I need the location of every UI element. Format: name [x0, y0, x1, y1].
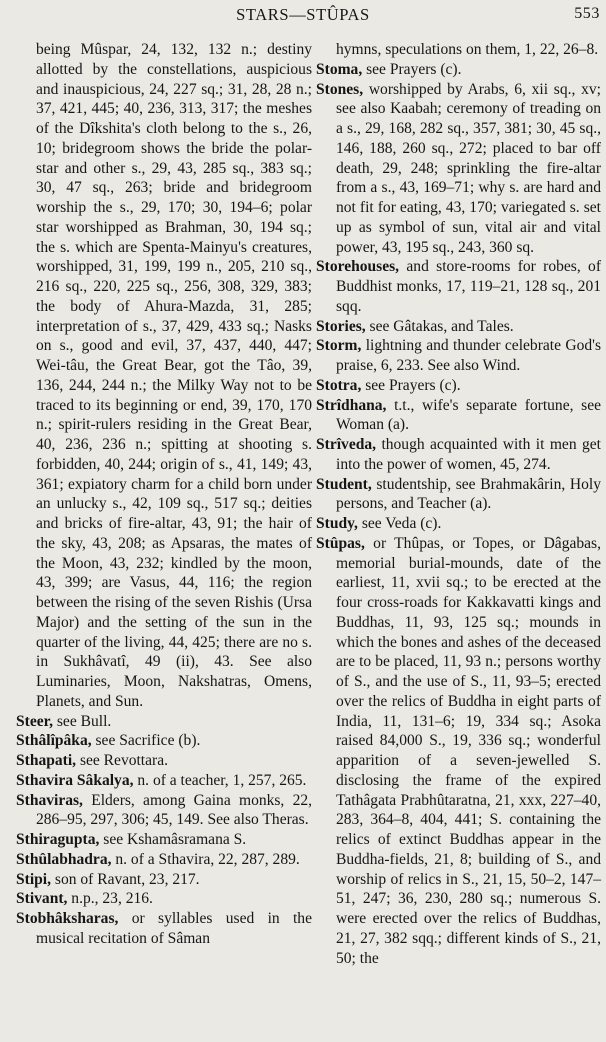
entry-headword: Stones,	[316, 80, 364, 98]
entry-text: see Veda (c).	[361, 515, 442, 532]
entry-headword: Strîveda,	[316, 436, 377, 453]
entry-text: t.t., wife's separate fortune, see Woman (a).	[336, 396, 601, 434]
right-column	[316, 40, 601, 968]
entry-text: see Prayers (c).	[365, 376, 461, 394]
entry-headword: Sthaviras,	[16, 791, 83, 809]
entry-text: see Bull.	[56, 712, 112, 730]
index-entry	[316, 60, 601, 80]
entry-text: n. of a teacher, 1, 257, 265.	[137, 771, 307, 789]
entry-headword: Storehouses,	[316, 258, 400, 276]
index-entry	[316, 376, 601, 396]
index-entry	[316, 475, 601, 515]
index-entry	[316, 317, 601, 337]
index-entry	[316, 514, 601, 534]
running-header	[0, 3, 606, 29]
entry-text: hymns, speculations on them, 1, 22, 26–8.	[336, 41, 599, 58]
running-title: STARS—STÛPAS	[236, 5, 370, 24]
index-entry	[316, 336, 601, 376]
entry-headword: Storm,	[316, 337, 362, 355]
entry-text: see Gâtakas, and Tales.	[369, 317, 514, 335]
index-entry	[316, 40, 601, 60]
index-entry	[16, 870, 312, 890]
entry-text: see Sacrifice (b).	[95, 732, 201, 750]
entry-headword: Study,	[316, 515, 358, 532]
index-entry	[16, 751, 312, 771]
entry-text: and store-rooms for robes, of Buddhist monks, 17, 119–21, 128 sq., 201 sqq.	[336, 258, 601, 315]
entry-text: though acquainted with it men get into the power of women, 45, 274.	[336, 436, 601, 473]
entry-text: see Kshamâsramana S.	[103, 831, 247, 848]
index-entry	[16, 712, 312, 732]
entry-text: or Thûpas, or Topes, or Dâgabas, memorial burial-mounds, date of the earliest, 11, xvii sq.; to be erected at the four cross-roads for Kakkavatti kings and Buddhas, 11, 93, 125 sq.; mounds in which the bones and ashes of the deceased are to be placed, 11, 93 n.; persons worthy of S., and the use of S., 11, 93–5; erected over the relics of Buddha in eight parts of India, 11, 131–6; 19, 334 sq.; Asoka raised 84,000 S., 19, 336 sq.; wonderful apparition of a seven-jewelled S. disclosing the frame of the expired Tathâgata Prabhûtaratna, 21, xxx, 227–40, 283, 364–8, 404, 441; S. containing the relics of extinct Buddhas appear in the Buddha-fields, 21, 8; building of S., and worship of relics in S., 21, 15, 50–2, 147–51, 247; 36, 230, 280 sq.; numerous S. were erected over the relics of Buddhas, 21, 27, 382 sqq.; different kinds of S., 21, 50; the	[336, 534, 601, 967]
index-entry	[316, 257, 601, 316]
index-entry	[16, 889, 312, 909]
index-entry	[16, 791, 312, 831]
entry-text: worshipped by Arabs, 6, xii sq., xv; see also Kaabah; ceremony of treading on a s., 29, 168, 282 sq., 357, 381; 30, 45 sq., 146, 188, 260 sq., 272; placed to bar off death, 29, 248; sprinkling the fire-altar from a s., 43, 169–71; why s. are hard and not fit for eating, 43, 170; variegated s. set up as symbol of sun, vital air and vital power, 43, 195 sq., 243, 360 sq.	[336, 80, 601, 256]
entry-text: see Prayers (c).	[366, 60, 462, 78]
index-entry	[316, 396, 601, 436]
entry-headword: Sthiragupta,	[16, 831, 100, 848]
entry-text: son of Ravant, 23, 217.	[54, 870, 200, 888]
entry-headword: Sthapati,	[16, 752, 77, 769]
index-entry	[16, 40, 312, 712]
entry-headword: Stotra,	[316, 376, 362, 394]
entry-headword: Strîdhana,	[316, 396, 387, 414]
entry-headword: Stipi,	[16, 870, 51, 888]
index-entry	[16, 731, 312, 751]
entry-headword: Stoma,	[316, 60, 363, 78]
index-entry	[16, 909, 312, 949]
entry-headword: Stories,	[316, 317, 366, 335]
entry-headword: Steer,	[16, 712, 53, 730]
entry-text: or syllables used in the musical recitation of Sâman	[36, 910, 312, 947]
index-entry	[16, 850, 312, 870]
entry-text: being Mûspar, 24, 132, 132 n.; destiny allotted by the constellations, auspicious and inauspicious, 24, 227 sq.; 31, 28, 28 n.; 37, 421, 445; 40, 236, 313, 317; the meshes of the Dîkshita's cloth belong to the s., 26, 10; bridegroom shows the bride the polar-star and other s., 29, 43, 285 sq., 383 sq.; 30, 47 sq., 263; bride and bridegroom worship the s., 29, 170; 30, 194–6; polar star worshipped as Brahman, 30, 194 sq.; the s. which are Spenta-Mainyu's creatures, worshipped, 31, 199, 199 n., 205, 210 sq., 216 sq., 220, 225 sq., 256, 308, 329, 383; the body of Ahura-Mazda, 31, 285; interpretation of s., 37, 429, 433 sq.; Nasks on s., good and evil, 37, 437, 440, 447; Wei-tâu, the Great Bear, got the Tâo, 39, 136, 244, 244 n.; the Milky Way not to be traced to its beginning or end, 39, 170, 170 n.; spirit-rulers residing in the Great Bear, 40, 236, 236 n.; spitting at shooting s. forbidden, 40, 244; origin of s., 41, 149; 43, 361; expiatory charm for a child born under an unlucky s., 42, 109 sq., 517 sq.; deities and bricks of fire-altar, 43, 91; the hair of the sky, 43, 208; as Apsaras, the mates of the Moon, 43, 232; kindled by the moon, 43, 399; are Vasus, 44, 116; the region between the rising of the seven Rishis (Ursa Major) and the setting of the sun in the quarter of the living, 44, 425; there are no s. in Sukhâvatî, 49 (ii), 43. See also Luminaries, Moon, Nakshatras, Omens, Planets, and Sun.	[36, 41, 312, 710]
index-entry	[316, 534, 601, 969]
index-entry	[16, 830, 312, 850]
index-entry	[16, 771, 312, 791]
entry-text: see Revottara.	[79, 752, 168, 769]
index-entry	[316, 80, 601, 258]
entry-text: lightning and thunder celebrate God's praise, 6, 233. See also Wind.	[336, 337, 601, 374]
page-number: 553	[574, 5, 600, 22]
entry-headword: Stûpas,	[316, 534, 365, 552]
entry-headword: Stivant,	[16, 890, 68, 908]
entry-headword: Stobhâksharas,	[16, 910, 119, 927]
left-column	[16, 40, 312, 949]
entry-text: studentship, see Brahmakârin, Holy persons, and Teacher (a).	[336, 475, 601, 513]
entry-text: n.p., 23, 216.	[71, 890, 153, 908]
entry-text: Elders, among Gaina monks, 22, 286–95, 297, 306; 45, 149. See also Theras.	[36, 791, 312, 829]
index-entry	[316, 435, 601, 475]
entry-headword: Sthavira Sâkalya,	[16, 771, 134, 789]
entry-text: n. of a Sthavira, 22, 287, 289.	[115, 850, 300, 868]
entry-headword: Student,	[316, 475, 372, 493]
entry-headword: Sthûlabhadra,	[16, 850, 112, 868]
entry-headword: Sthâlîpâka,	[16, 732, 92, 750]
